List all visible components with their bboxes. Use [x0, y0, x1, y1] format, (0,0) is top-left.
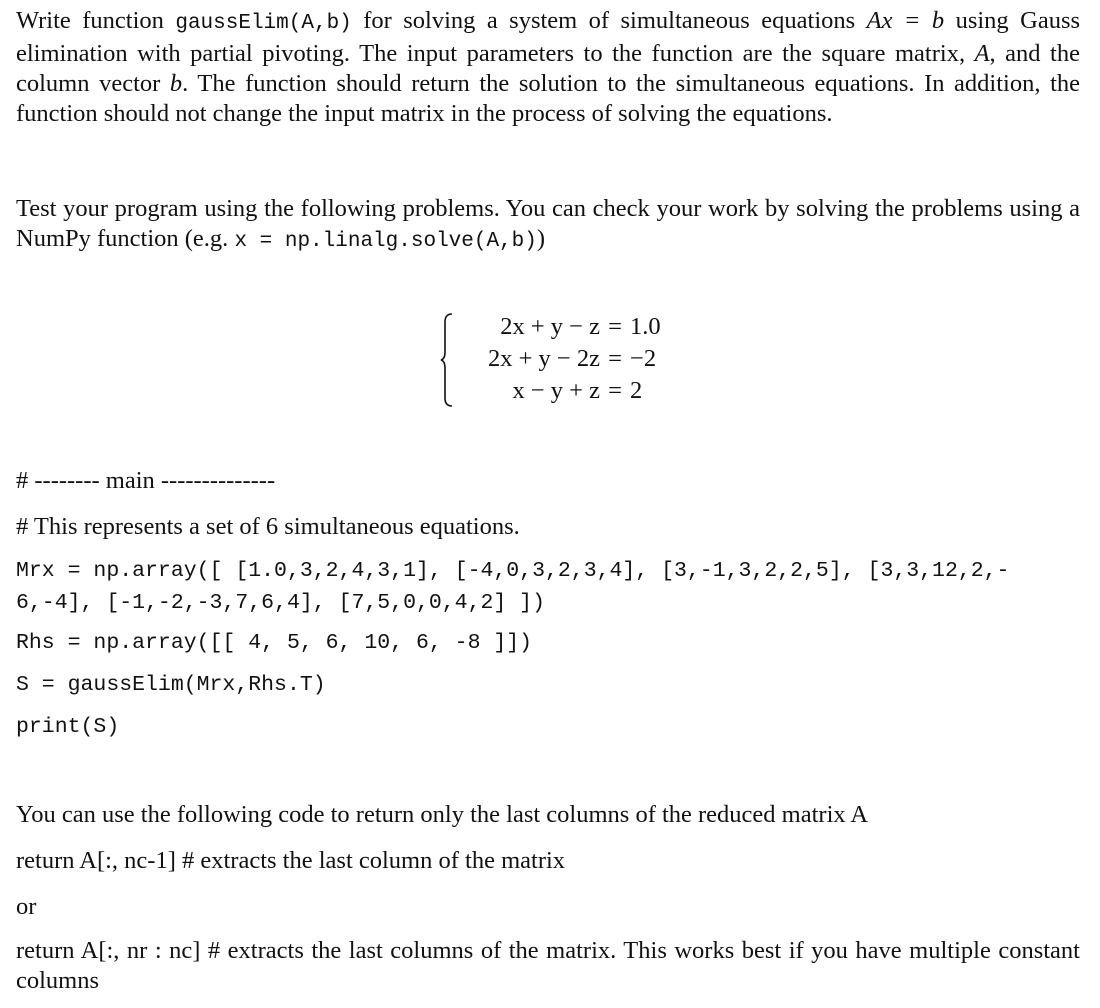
intro-text-4: , and the column vector — [16, 40, 1080, 97]
function-signature: gaussElim(A,b) — [175, 12, 352, 35]
equation-rhs: 1.0 — [630, 313, 661, 340]
note-return-last-columns: return A[:, nr : nc] # extracts the last columns of the matrix. This works best if you have multiple constant columns — [16, 937, 1080, 994]
test-paragraph — [16, 194, 1080, 257]
equation-lhs: 2x + y − z — [500, 313, 600, 340]
test-text-1: Test your program using the following problems. You can check your work by solving the problems using a NumPy function (e.g. — [16, 195, 1080, 252]
equation-rhs: 2 — [630, 377, 643, 404]
code-line-mrx: Mrx = np.array([ [1.0,3,2,4,3,1], [-4,0,3,2,3,4], [3,-1,3,2,2,5], [3,3,12,2,- — [16, 559, 1010, 583]
equation-lhs: 2x + y − 2z — [487, 345, 600, 372]
note-return-last-column: return A[:, nc-1] # extracts the last column of the matrix — [16, 847, 566, 874]
note-intro: You can use the following code to return only the last columns of the reduced matrix A — [16, 801, 869, 828]
main-header: # -------- main -------------- — [16, 467, 276, 494]
code-line-print: print(S) — [16, 715, 120, 739]
equation-rhs: −2 — [630, 345, 657, 372]
equation-row-3: x − y + z =2 — [452, 376, 690, 406]
intro-text-1: Write function — [16, 7, 176, 34]
code-line-solve: S = gaussElim(Mrx,Rhs.T) — [16, 673, 326, 697]
intro-text-2: for solving a system of simultaneous equations — [351, 7, 867, 34]
code-line-mrx-cont: 6,-4], [-1,-2,-3,7,6,4], [7,5,0,0,4,2] ]) — [16, 591, 545, 615]
matrix-var: A — [974, 40, 990, 67]
vector-var: b — [169, 70, 183, 97]
main-comment: # This represents a set of 6 simultaneous equations. — [16, 513, 520, 540]
equation-lhs: x − y + z — [512, 377, 600, 404]
intro-text-3: using Gauss elimination with partial pivoting. The input parameters to the function are the square matrix, — [16, 7, 1081, 67]
intro-paragraph — [16, 6, 1080, 129]
test-text-2: ) — [536, 225, 546, 252]
numpy-solve-code: x = np.linalg.solve(A,b) — [234, 230, 537, 253]
code-line-rhs: Rhs = np.array([[ 4, 5, 6, 10, 6, -8 ]]) — [16, 631, 533, 655]
equation-row-1: 2x + y − z = 1.0 — [452, 312, 690, 342]
equation-inline: Ax = b — [866, 7, 945, 34]
equation-row-2: 2x + y − 2z = −2 — [452, 344, 690, 374]
intro-text-5: . The function should return the solution to the simultaneous equations. In addition, the function should not change the input matrix in the process of solving the equations. — [16, 70, 1081, 127]
note-or: or — [16, 893, 37, 920]
